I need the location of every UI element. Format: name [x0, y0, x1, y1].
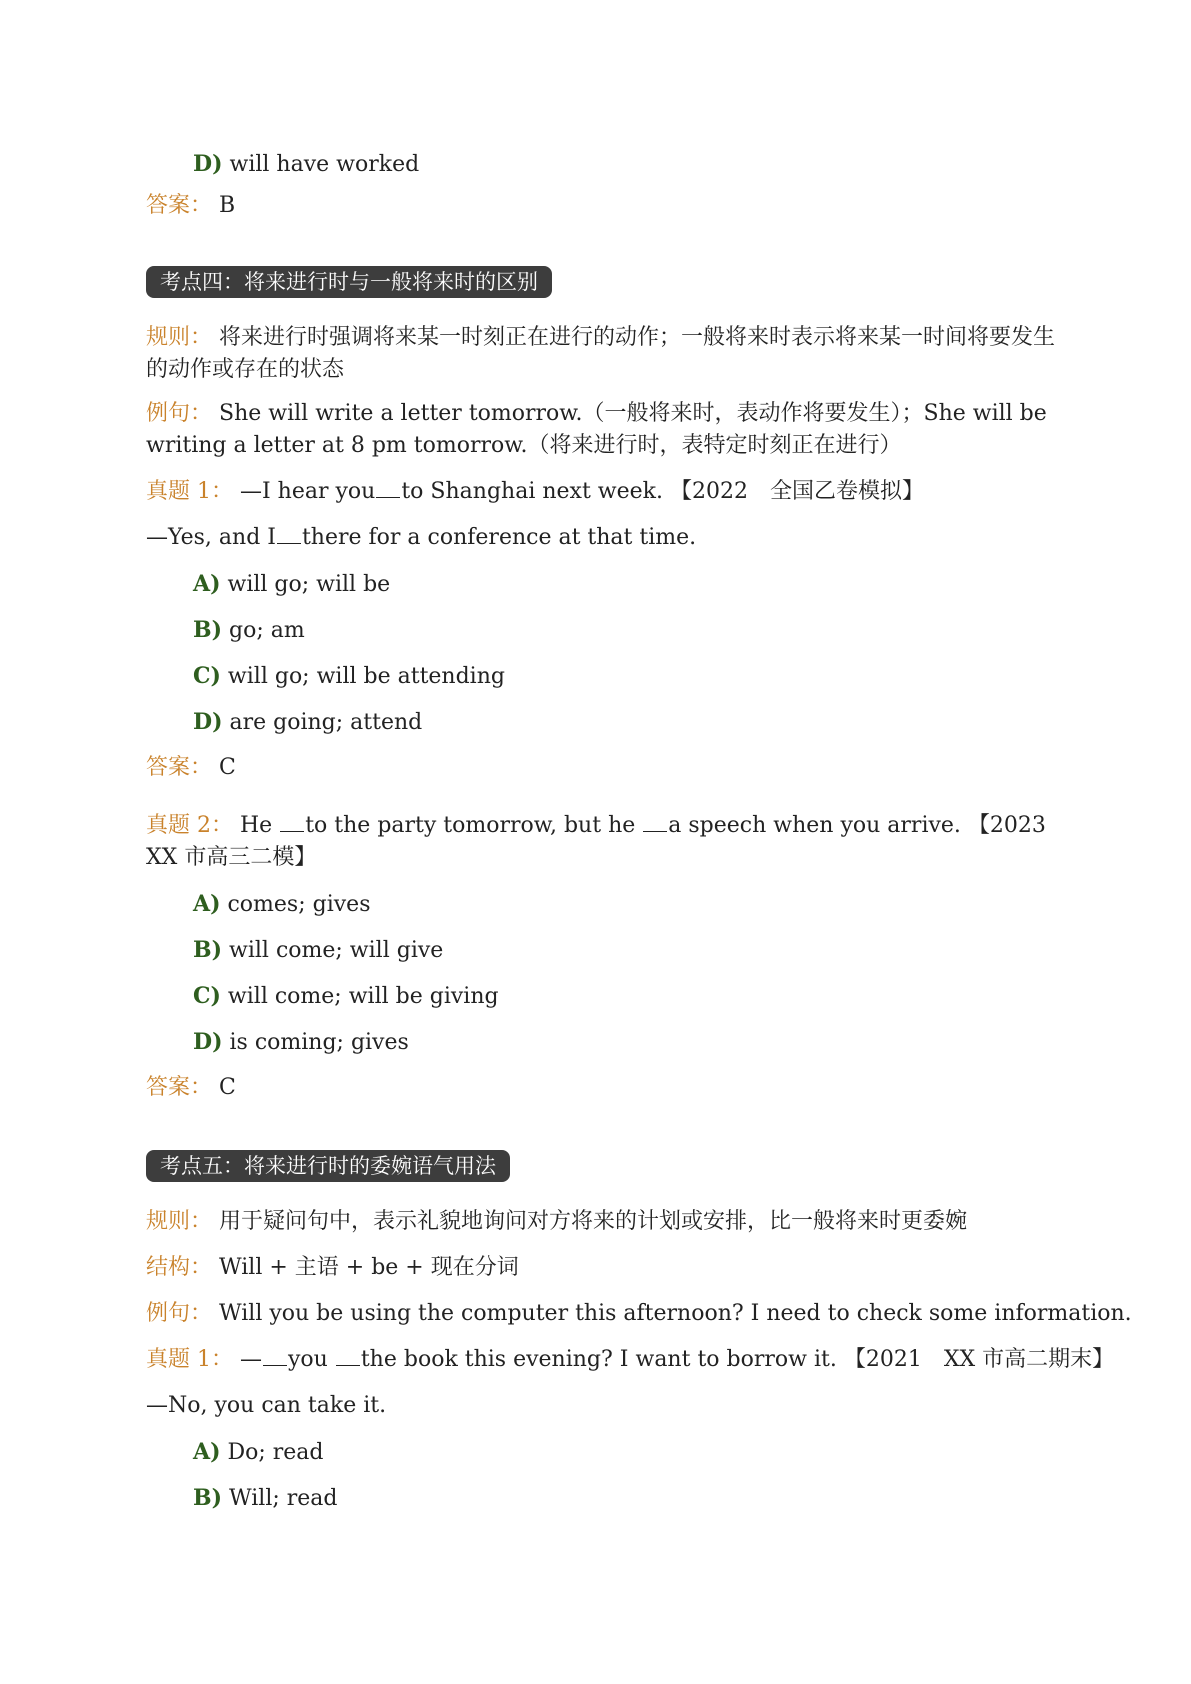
section4-rule: [146, 322, 1056, 386]
option-text: are going; attend: [229, 710, 423, 735]
option-a: [193, 568, 390, 601]
answer-label: 答案：: [146, 1075, 213, 1100]
section4-example: [146, 398, 1056, 462]
option-letter: D): [193, 709, 223, 735]
option-letter: D): [193, 1029, 223, 1055]
section5-example: [146, 1298, 1132, 1330]
stem-part: —Yes, and I: [146, 525, 276, 550]
option-b: [193, 934, 443, 967]
stem-part: to Shanghai next week.: [401, 479, 663, 504]
answer-line: [146, 752, 236, 784]
section5-badge: 考点五：将来进行时的委婉语气用法: [146, 1150, 510, 1182]
rule-label: 规则：: [146, 1209, 213, 1234]
structure-label: 结构：: [146, 1255, 213, 1280]
stem-part: there for a conference at that time.: [301, 525, 697, 550]
rule-text: 将来进行时强调将来某一时刻正在进行的动作；一般将来时表示将来某一时间将要发生的动作或存在的状态: [146, 325, 1056, 382]
section4-badge: 考点四：将来进行时与一般将来时的区别: [146, 266, 552, 298]
option-text: go; am: [229, 618, 305, 643]
stem-part: —: [240, 1347, 262, 1372]
structure-text: Will + 主语 + be + 现在分词: [219, 1255, 519, 1280]
answer-blank: [336, 1345, 360, 1366]
section4-q1-stem: [146, 476, 924, 508]
answer-blank: [376, 477, 400, 498]
example-label: 例句：: [146, 1301, 213, 1326]
option-b: [193, 614, 305, 647]
option-letter: A): [193, 571, 221, 597]
answer-label: 答案：: [146, 193, 213, 218]
option-text: comes; gives: [227, 892, 371, 917]
stem-part: you: [288, 1347, 328, 1372]
answer-line: [146, 1072, 236, 1104]
section5-q1-line2: —No, you can take it.: [146, 1393, 387, 1418]
stem-part: —I hear you: [240, 479, 376, 504]
option-text: will have worked: [229, 152, 420, 177]
answer-value: B: [219, 193, 236, 218]
option-a: [193, 888, 370, 921]
question-source: 【2021 XX 市高二期末】: [843, 1347, 1115, 1372]
option-b: [193, 1482, 338, 1515]
option-text: Will; read: [229, 1486, 338, 1511]
section4-q1-line2: [146, 522, 696, 554]
answer-blank: [277, 523, 301, 544]
answer-label: 答案：: [146, 755, 213, 780]
answer-value: C: [219, 755, 236, 780]
section5-q1-stem: [146, 1344, 1114, 1376]
option-d: [193, 148, 419, 181]
option-text: will come; will give: [229, 938, 444, 963]
option-a: [193, 1436, 324, 1469]
option-text: will go; will be attending: [227, 664, 505, 689]
stem-part: the book this evening? I want to borrow it.: [360, 1347, 837, 1372]
option-c: [193, 980, 499, 1013]
question-label: 真题 1：: [146, 479, 233, 504]
section5-rule: [146, 1206, 1056, 1238]
answer-value: C: [219, 1075, 236, 1100]
answer-line: [146, 190, 235, 222]
stem-part: He: [240, 813, 273, 838]
example-text: She will write a letter tomorrow.（一般将来时，表动作将要发生）；She will be writing a letter at 8 pm tomorrow.（将来进行时，表特定时刻正在进行）: [146, 401, 1047, 458]
option-letter: C): [193, 663, 221, 689]
question-label: 真题 2：: [146, 813, 233, 838]
section4-q2-stem: [146, 810, 1068, 874]
answer-blank: [280, 811, 304, 832]
rule-text: 用于疑问句中，表示礼貌地询问对方将来的计划或安排，比一般将来时更委婉: [219, 1209, 968, 1234]
option-d: [193, 706, 422, 739]
answer-blank: [643, 811, 667, 832]
option-letter: B): [193, 1485, 223, 1511]
option-letter: B): [193, 937, 223, 963]
section5-structure: [146, 1252, 519, 1284]
option-c: [193, 660, 505, 693]
rule-label: 规则：: [146, 325, 213, 350]
option-d: [193, 1026, 409, 1059]
option-text: will go; will be: [227, 572, 391, 597]
option-letter: B): [193, 617, 223, 643]
option-letter: D): [193, 151, 223, 177]
example-label: 例句：: [146, 401, 213, 426]
question-label: 真题 1：: [146, 1347, 233, 1372]
stem-part: a speech when you arrive.: [668, 813, 961, 838]
option-letter: C): [193, 983, 221, 1009]
example-text: Will you be using the computer this afternoon? I need to check some information.: [219, 1301, 1132, 1326]
answer-blank: [263, 1345, 287, 1366]
option-letter: A): [193, 1439, 221, 1465]
question-source: 【2023 XX 市高三二模】: [146, 813, 1068, 870]
option-text: will come; will be giving: [227, 984, 499, 1009]
option-text: Do; read: [227, 1440, 324, 1465]
stem-part: to the party tomorrow, but he: [305, 813, 636, 838]
option-letter: A): [193, 891, 221, 917]
question-source: 【2022 全国乙卷模拟】: [669, 479, 924, 504]
option-text: is coming; gives: [229, 1030, 409, 1055]
